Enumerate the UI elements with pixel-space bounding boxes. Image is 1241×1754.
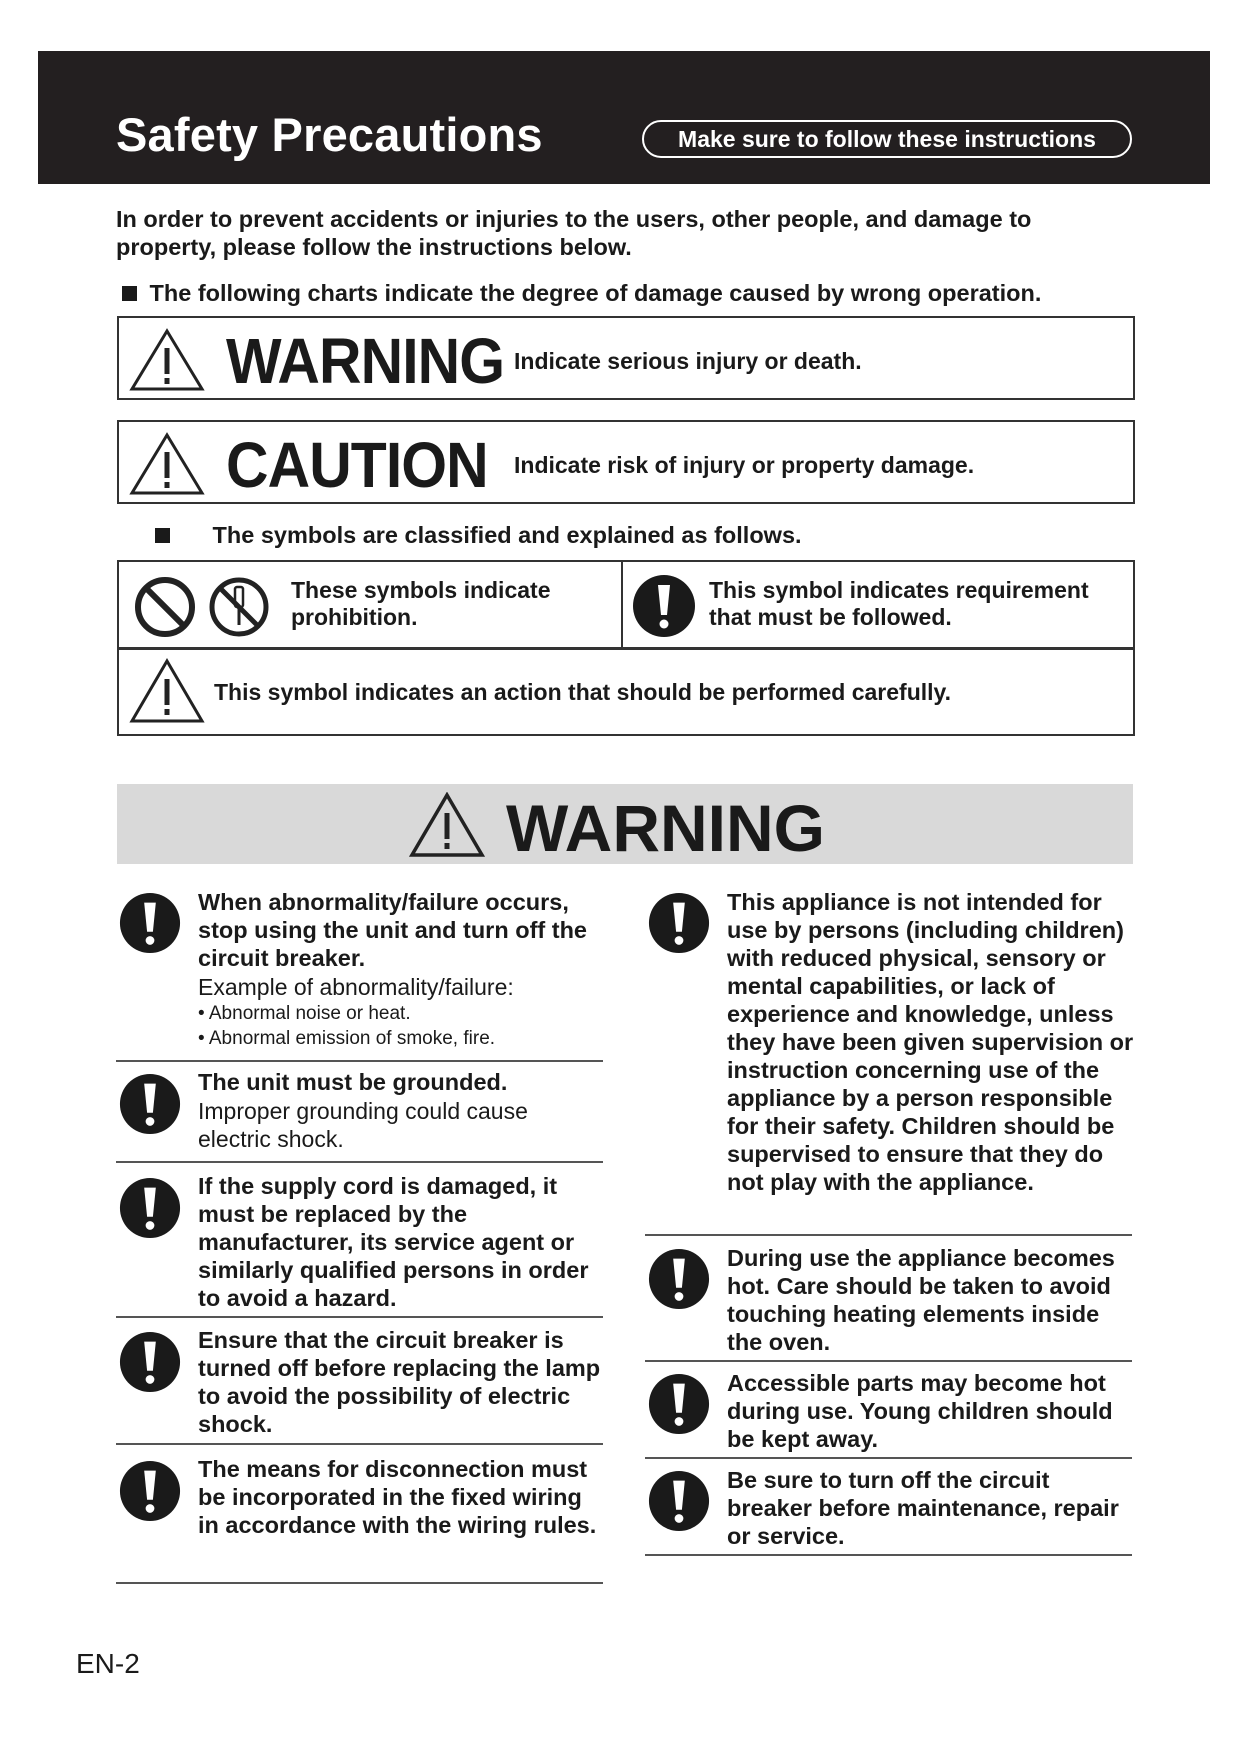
warning-triangle-icon bbox=[409, 792, 485, 858]
warning-item-note: Example of abnormality/failure: bbox=[198, 974, 514, 1000]
warning-item bbox=[116, 1172, 603, 1318]
mandatory-action-icon bbox=[647, 1372, 711, 1436]
do-not-disassemble-icon bbox=[207, 575, 271, 639]
warning-item-text: Be sure to turn off the circuit breaker before maintenance, repair or service. bbox=[727, 1467, 1119, 1549]
prohibition-text: These symbols indicate prohibition. bbox=[291, 577, 551, 630]
mandatory-action-icon bbox=[118, 891, 182, 955]
mandatory-action-icon bbox=[647, 1247, 711, 1311]
warning-item bbox=[116, 1455, 603, 1584]
mandatory-action-icon bbox=[118, 1176, 182, 1240]
mandatory-action-icon bbox=[647, 1469, 711, 1533]
warning-item bbox=[645, 1369, 1132, 1459]
caution-triangle-icon bbox=[129, 658, 205, 724]
warning-description: Indicate serious injury or death. bbox=[514, 348, 862, 374]
mandatory-action-icon bbox=[118, 1072, 182, 1136]
warning-item-text: Ensure that the circuit breaker is turned off before replacing the lamp to avoid the possibility of electric shock. bbox=[198, 1327, 601, 1437]
instruction-badge: Make sure to follow these instructions bbox=[642, 120, 1132, 158]
mandatory-action-icon bbox=[647, 891, 711, 955]
table-divider bbox=[119, 647, 1133, 650]
warning-item-bullet: • Abnormal emission of smoke, fire. bbox=[198, 1028, 496, 1049]
prohibition-icon bbox=[133, 575, 197, 639]
symbols-heading: The symbols are classified and explained as follows. bbox=[155, 522, 802, 549]
warning-item-bullet: • Abnormal noise or heat. bbox=[198, 1003, 411, 1024]
page-title: Safety Precautions bbox=[116, 108, 543, 161]
square-bullet-icon bbox=[122, 286, 137, 301]
page-number: EN-2 bbox=[76, 1648, 140, 1679]
warning-item-text: During use the appliance becomes hot. Care should be taken to avoid touching heating elements inside the oven. bbox=[727, 1245, 1115, 1355]
warning-item-text: If the supply cord is damaged, it must be replaced by the manufacturer, its service agent or similarly qualified persons in order to avoid a hazard. bbox=[198, 1173, 589, 1311]
warning-item-text: The unit must be grounded. bbox=[198, 1069, 508, 1095]
warning-item-text: Accessible parts may become hot during use. Young children should be kept away. bbox=[727, 1370, 1113, 1452]
warning-item bbox=[116, 888, 603, 1062]
warning-item bbox=[645, 1244, 1132, 1362]
warning-item bbox=[116, 1068, 603, 1163]
warning-word: WARNING bbox=[226, 325, 505, 397]
warning-item-text: When abnormality/failure occurs, stop using the unit and turn off the circuit breaker. bbox=[198, 889, 588, 971]
intro-text: In order to prevent accidents or injuries to the users, other people, and damage to property, please follow the instructions below. bbox=[116, 206, 1032, 260]
warning-item-note: Improper grounding could cause electric shock. bbox=[198, 1098, 528, 1152]
caution-description: Indicate risk of injury or property damage. bbox=[514, 452, 975, 478]
warning-triangle-icon bbox=[129, 328, 205, 392]
caution-triangle-icon bbox=[129, 432, 205, 496]
mandatory-action-icon bbox=[118, 1459, 182, 1523]
warning-item-text: The means for disconnection must be incorporated in the fixed wiring in accordance with the wiring rules. bbox=[198, 1456, 597, 1538]
table-divider bbox=[621, 562, 623, 647]
requirement-text: This symbol indicates requirement that must be followed. bbox=[709, 577, 1089, 630]
caution-level-box bbox=[117, 420, 1135, 504]
header-bar bbox=[38, 51, 1210, 184]
symbols-table bbox=[117, 560, 1135, 736]
careful-action-text: This symbol indicates an action that should be performed carefully. bbox=[214, 679, 951, 705]
square-bullet-icon bbox=[155, 528, 170, 543]
charts-note: The following charts indicate the degree of damage caused by wrong operation. bbox=[122, 280, 1041, 307]
warning-item bbox=[645, 1466, 1132, 1556]
warning-item-text: This appliance is not intended for use by persons (including children) with reduced physical, sensory or mental capabilities, or lack of experience and knowledge, unless they have been given supervision or instruction concerning use of the appliance by a person responsible for their safety. Children should be supervised to ensure that they do not play with the appliance. bbox=[727, 889, 1134, 1195]
warning-item bbox=[645, 888, 1132, 1236]
warning-section-title: WARNING bbox=[506, 791, 825, 865]
warning-item bbox=[116, 1326, 603, 1445]
mandatory-action-icon bbox=[118, 1330, 182, 1394]
caution-word: CAUTION bbox=[226, 429, 488, 501]
warning-level-box bbox=[117, 316, 1135, 400]
warning-section-banner bbox=[117, 784, 1133, 864]
mandatory-action-icon bbox=[631, 573, 697, 639]
